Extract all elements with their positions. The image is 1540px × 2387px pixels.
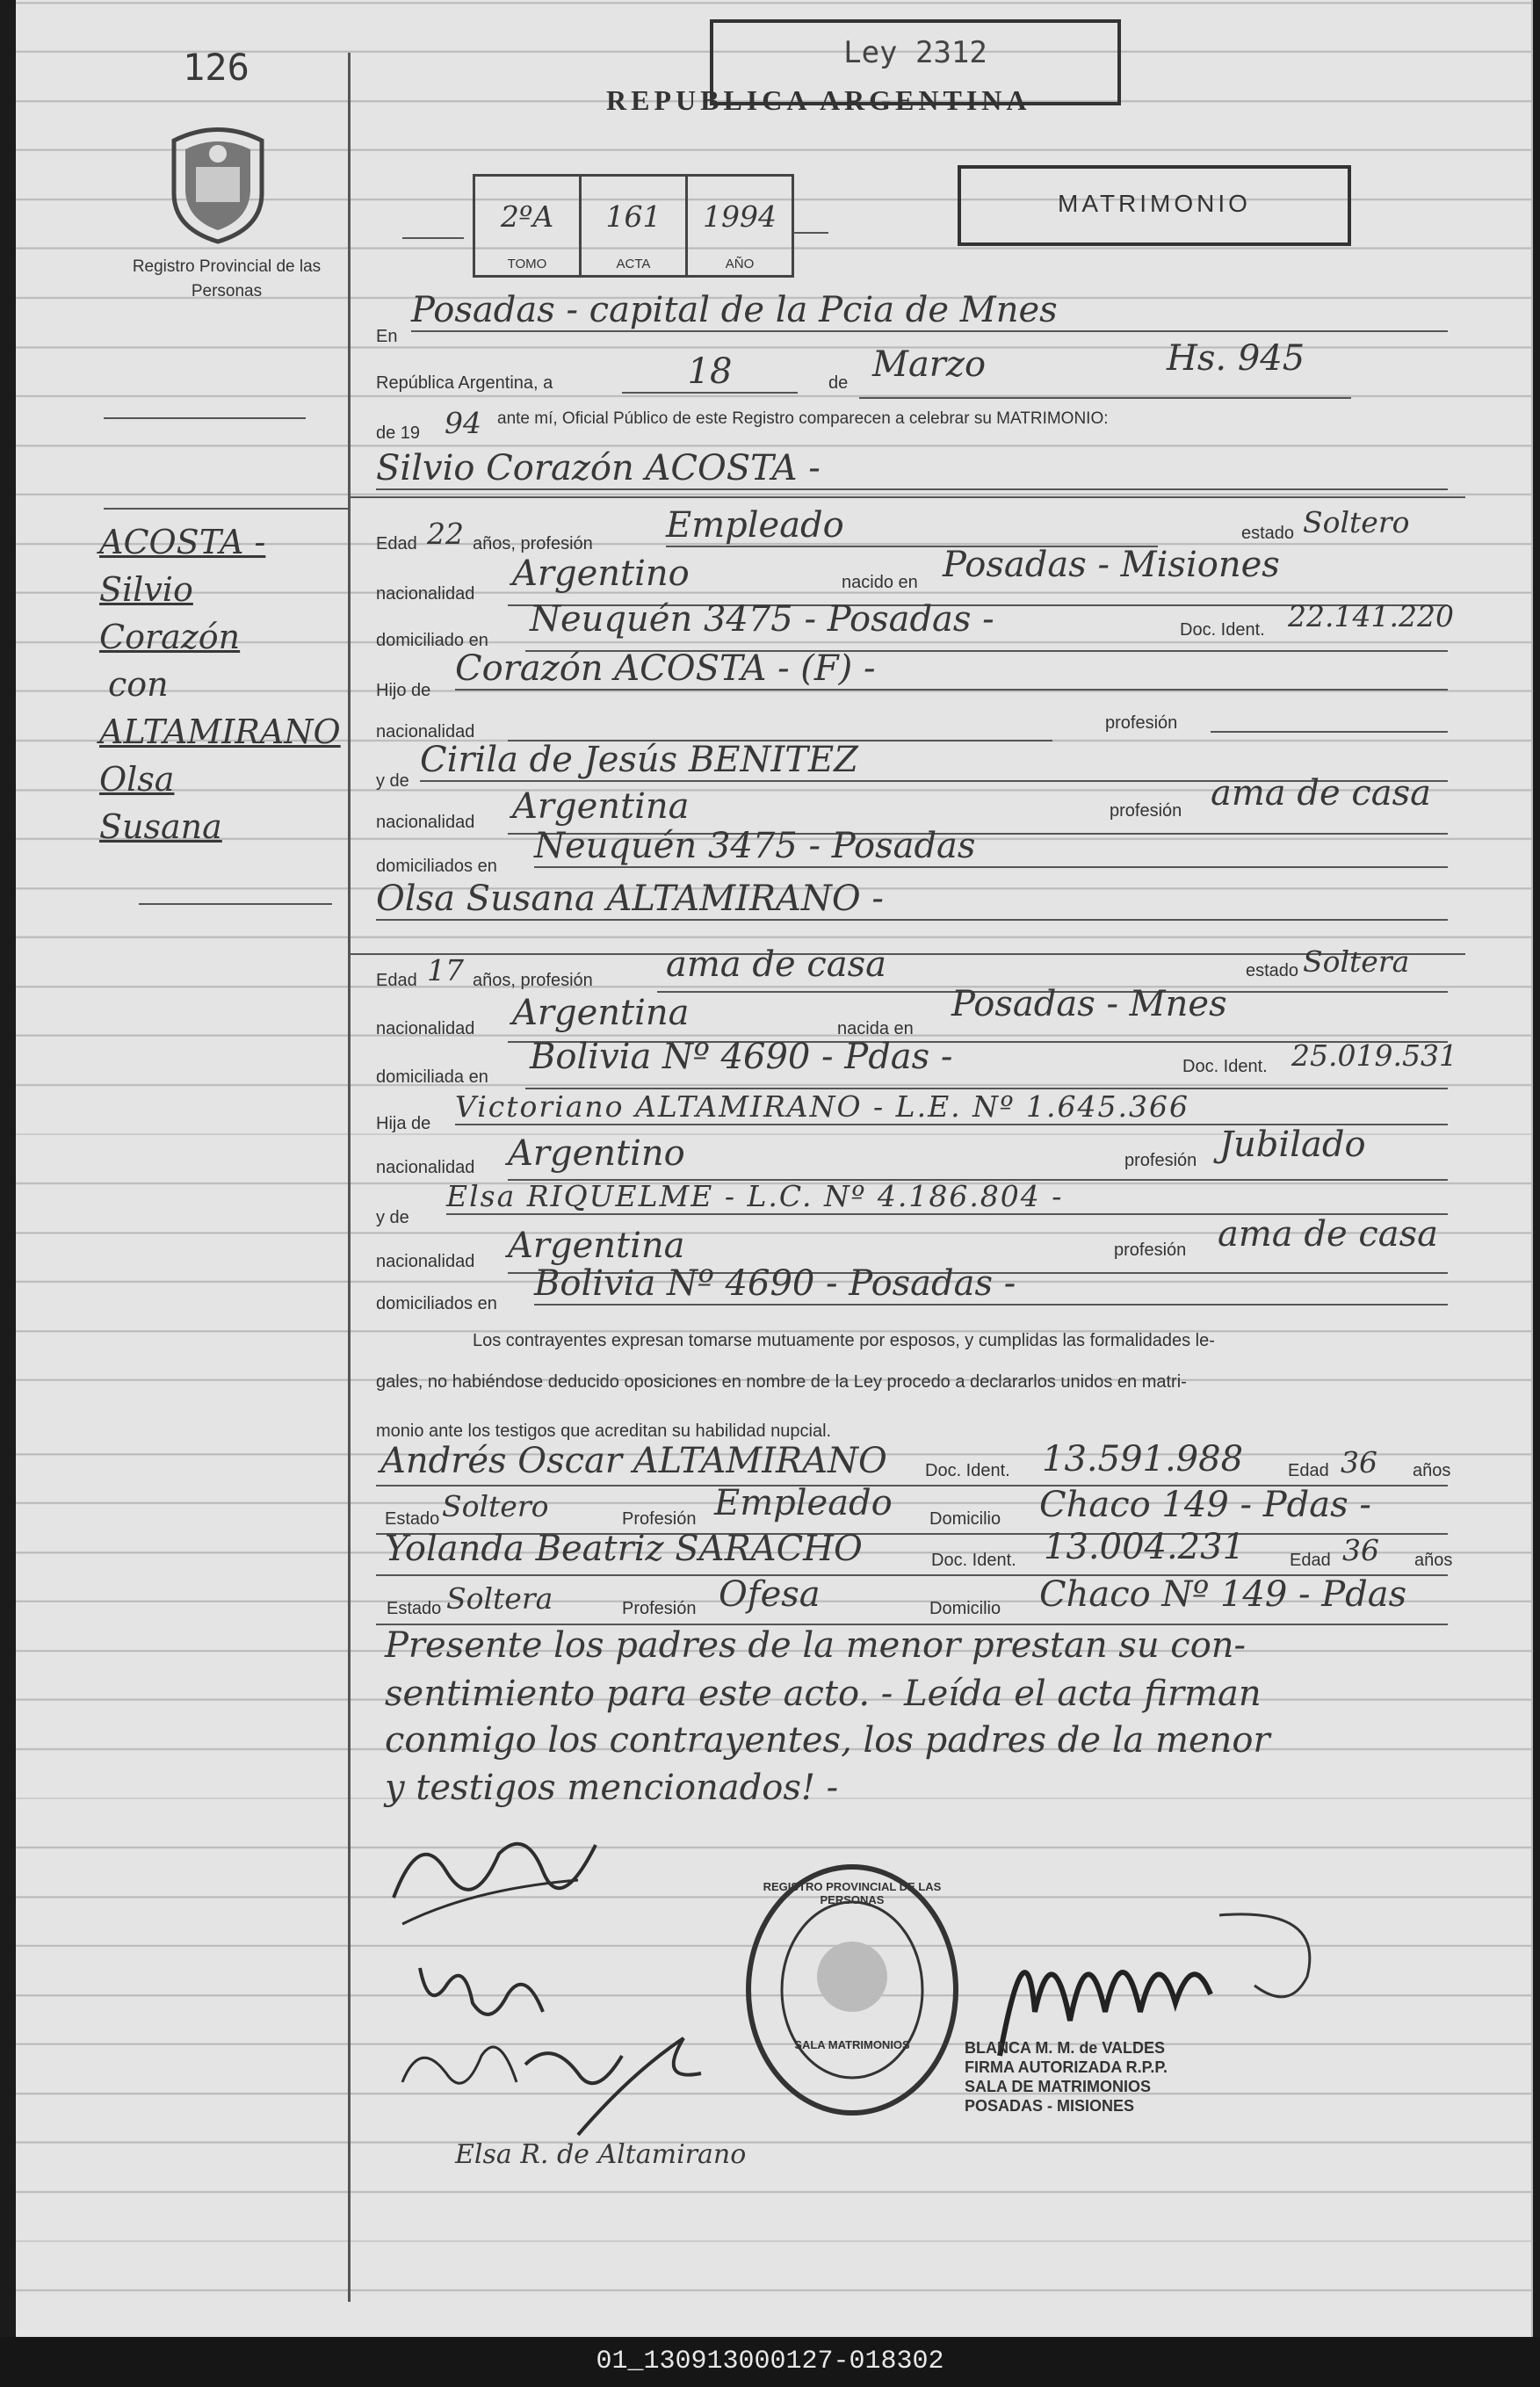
groom-profesion: Empleado — [666, 505, 1158, 547]
witness2-edad: 36 — [1342, 1533, 1379, 1567]
year-suffix: 94 — [445, 406, 481, 440]
official-stamp — [965, 2038, 1168, 2116]
witness1-prof-label: Profesión — [622, 1509, 697, 1529]
republica-label: República Argentina, a — [376, 373, 553, 393]
acta-cell — [582, 177, 688, 275]
signature-stroke — [578, 2038, 701, 2135]
witness2-prof-label: Profesión — [622, 1599, 697, 1618]
groom-anos-prof-label: años, profesión — [473, 534, 593, 553]
bride-father-nac-label: nacionalidad — [376, 1158, 475, 1177]
witness1-edad: 36 — [1341, 1445, 1377, 1479]
groom-father: Corazón ACOSTA - (F) - — [455, 648, 1448, 691]
witness1-edad-label: Edad — [1288, 1461, 1329, 1480]
groom-edad-label: Edad — [376, 534, 417, 553]
day-value: 18 — [622, 351, 798, 394]
witness1-doc-label: Doc. Ident. — [925, 1461, 1010, 1480]
groom-parents-dom-label: domiciliados en — [376, 857, 497, 876]
signature-stroke — [402, 2047, 517, 2083]
bride-nac-label: nacionalidad — [376, 1019, 475, 1038]
groom-hijo-label: Hijo de — [376, 681, 431, 700]
margin-note — [99, 518, 341, 850]
groom-father-prof-label: profesión — [1105, 713, 1178, 733]
groom-mother-nac: Argentina — [512, 786, 690, 827]
law-stamp-text: Ley 2312 — [843, 35, 987, 70]
registry-name: Registro Provincial de las Personas — [132, 257, 322, 300]
bride-nacida-label: nacida en — [837, 1019, 914, 1038]
ano-cell — [688, 177, 792, 275]
bride-edad-label: Edad — [376, 971, 417, 990]
witness2-doc: 13.004.231 — [1044, 1527, 1246, 1567]
de19-label: de 19 — [376, 423, 421, 443]
witness2-edad-label: Edad — [1290, 1551, 1331, 1570]
bride-mother-prof: ama de casa — [1218, 1214, 1438, 1255]
bride-father-prof: Jubilado — [1219, 1125, 1366, 1165]
month-value: Marzo — [872, 344, 987, 385]
notes-line-4: y testigos mencionados! - — [385, 1768, 839, 1808]
witness2-dom-label: Domicilio — [929, 1599, 1001, 1618]
witness1-name: Andrés Oscar ALTAMIRANO — [380, 1441, 887, 1481]
document-type-box — [958, 165, 1351, 246]
groom-estado-label: estado — [1241, 524, 1295, 543]
record-reference-box — [473, 174, 794, 278]
signature-stroke — [394, 1844, 596, 1898]
country-heading: REPUBLICA ARGENTINA — [606, 84, 1031, 116]
de-label: de — [828, 373, 849, 393]
margin-line-2: Silvio — [99, 570, 193, 609]
signature-stroke — [525, 2053, 622, 2083]
date-line — [859, 397, 1351, 399]
groom-yde-label: y de — [376, 771, 409, 791]
bride-doc: 25.019.531 — [1291, 1038, 1457, 1073]
official-stamp-line-2: FIRMA AUTORIZADA R.P.P. — [965, 2058, 1168, 2076]
witness2-name: Yolanda Beatriz SARACHO — [385, 1529, 863, 1569]
bride-nacida: Posadas - Mnes — [951, 984, 1227, 1024]
declaration-line-1: Los contrayentes expresan tomarse mutuamente por esposos, y cumplidas las formalidades le- — [473, 1331, 1215, 1350]
bride-domicilio: Bolivia Nº 4690 - Pdas - — [530, 1037, 953, 1077]
margin-rule-bottom — [139, 903, 332, 905]
groom-estado: Soltero — [1303, 505, 1410, 539]
groom-doc: 22.141.220 — [1288, 599, 1454, 633]
column-divider — [348, 53, 351, 2302]
groom-mother-prof: ama de casa — [1211, 773, 1431, 814]
margin-line-1: ACOSTA - — [99, 523, 266, 561]
groom-parents-dom: Neuquén 3475 - Posadas — [534, 826, 1448, 868]
official-stamp-line-1: BLANCA M. M. de VALDES — [965, 2039, 1165, 2057]
acta-label: ACTA — [616, 257, 651, 271]
ano-value: 1994 — [703, 199, 777, 234]
bride-nacionalidad: Argentina — [512, 993, 690, 1033]
bride-parents-dom-label: domiciliados en — [376, 1294, 497, 1313]
witness1-profesion: Empleado — [714, 1483, 893, 1523]
ano-right-dash — [793, 232, 828, 234]
tomo-value: 2ºA — [500, 199, 554, 234]
document-type: MATRIMONIO — [1058, 190, 1251, 217]
bride-hija-label: Hija de — [376, 1114, 431, 1133]
groom-edad: 22 — [427, 517, 464, 551]
witness1-domicilio: Chaco 149 - Pdas - — [1039, 1485, 1371, 1525]
witness1-estado: Soltero — [442, 1489, 549, 1523]
register-page — [16, 0, 1533, 2337]
groom-name: Silvio Corazón ACOSTA - — [376, 448, 1448, 490]
page-number: 126 — [183, 46, 249, 89]
groom-doc-label: Doc. Ident. — [1180, 620, 1265, 640]
margin-rule-top — [104, 417, 306, 419]
round-seal-ring-text: REGISTRO PROVINCIAL DE LAS PERSONAS — [763, 1880, 942, 1906]
bride-mother-prof-label: profesión — [1114, 1241, 1187, 1260]
groom-nac-label: nacionalidad — [376, 584, 475, 604]
bride-mother: Elsa RIQUELME - L.C. Nº 4.186.804 - — [446, 1179, 1448, 1215]
groom-mother-nac-label: nacionalidad — [376, 813, 475, 832]
section-rule-2 — [350, 953, 1465, 955]
tomo-cell — [475, 177, 582, 275]
bride-estado: Soltera — [1303, 944, 1410, 979]
ano-label: AÑO — [725, 257, 755, 271]
bride-edad: 17 — [427, 953, 464, 987]
hour-value: Hs. 945 — [1167, 338, 1305, 379]
groom-nacido: Posadas - Misiones — [943, 545, 1280, 585]
witness1-doc: 13.591.988 — [1042, 1439, 1244, 1479]
official-stamp-line-3: SALA DE MATRIMONIOS — [965, 2078, 1151, 2095]
declaration-line-3: monio ante los testigos que acreditan su habilidad nupcial. — [376, 1421, 832, 1441]
tomo-left-dash — [402, 237, 464, 239]
margin-line-5: ALTAMIRANO — [99, 712, 341, 751]
groom-nacido-label: nacido en — [842, 573, 918, 592]
signature-note: Elsa R. de Altamirano — [455, 2139, 747, 2170]
bride-yde-label: y de — [376, 1208, 409, 1227]
declaration-line-2: gales, no habiéndose deducido oposiciones en nombre de la Ley procedo a declararlos unidos en matri- — [376, 1372, 1187, 1392]
statement: ante mí, Oficial Público de este Registro comparecen a celebrar su MATRIMONIO: — [497, 409, 1109, 428]
notes-line-3: conmigo los contrayentes, los padres de la menor — [385, 1720, 1270, 1761]
groom-domicilio: Neuquén 3475 - Posadas - — [530, 599, 994, 640]
witness1-estado-label: Estado — [385, 1509, 440, 1529]
bride-dom-label: domiciliada en — [376, 1067, 488, 1087]
groom-nacionalidad: Argentino — [512, 553, 690, 594]
witness2-estado-label: Estado — [387, 1599, 442, 1618]
acta-value: 161 — [605, 199, 662, 234]
notes-line-1: Presente los padres de la menor prestan su con- — [385, 1625, 1247, 1666]
groom-mother-prof-label: profesión — [1110, 801, 1182, 821]
official-stamp-line-4: POSADAS - MISIONES — [965, 2097, 1135, 2115]
groom-father-nac-label: nacionalidad — [376, 722, 475, 741]
bride-father: Victoriano ALTAMIRANO - L.E. Nº 1.645.366 — [455, 1089, 1448, 1125]
bride-father-nac: Argentino — [508, 1133, 685, 1174]
witness2-domicilio: Chaco Nº 149 - Pdas — [1039, 1574, 1407, 1615]
notes-line-2: sentimiento para este acto. - Leída el acta firman — [385, 1674, 1262, 1714]
place-value: Posadas - capital de la Pcia de Mnes — [411, 290, 1448, 332]
witness2-anos-label: años — [1414, 1551, 1453, 1570]
bride-profesion: ama de casa — [666, 944, 886, 985]
footer-filename: 01_130913000127-018302 — [0, 2337, 1540, 2387]
margin-line-6: Olsa — [99, 760, 175, 799]
bride-estado-label: estado — [1246, 961, 1299, 980]
bride-mother-nac-label: nacionalidad — [376, 1252, 475, 1271]
round-seal — [738, 1854, 966, 2126]
margin-line-7: Susana — [99, 807, 222, 846]
bride-name: Olsa Susana ALTAMIRANO - — [376, 879, 1448, 921]
tomo-label: TOMO — [507, 257, 547, 271]
witness1-dom-label: Domicilio — [929, 1509, 1001, 1529]
witness2-doc-label: Doc. Ident. — [931, 1551, 1016, 1570]
bride-mother-nac: Argentina — [508, 1226, 685, 1266]
round-seal-center-text: SALA MATRIMONIOS — [794, 2038, 910, 2051]
groom-dom-label: domiciliado en — [376, 631, 488, 650]
margin-rule-2 — [104, 508, 350, 510]
margin-line-4: con — [108, 665, 169, 704]
en-label: En — [376, 327, 398, 346]
signature-stroke — [420, 1968, 543, 2014]
bride-doc-label: Doc. Ident. — [1182, 1057, 1268, 1076]
witness2-estado: Soltera — [446, 1581, 553, 1616]
witness2-profesion: Ofesa — [719, 1574, 821, 1615]
witness1-anos-label: años — [1413, 1461, 1451, 1480]
coat-of-arms-icon — [161, 123, 275, 246]
margin-line-3: Corazón — [99, 618, 241, 656]
groom-mother: Cirila de Jesús BENITEZ — [420, 740, 1448, 782]
bride-parents-dom: Bolivia Nº 4690 - Posadas - — [534, 1263, 1448, 1306]
bride-anos-prof-label: años, profesión — [473, 971, 593, 990]
bride-father-prof-label: profesión — [1124, 1151, 1197, 1170]
groom-father-prof-line — [1211, 731, 1448, 733]
section-rule-1 — [350, 496, 1465, 498]
